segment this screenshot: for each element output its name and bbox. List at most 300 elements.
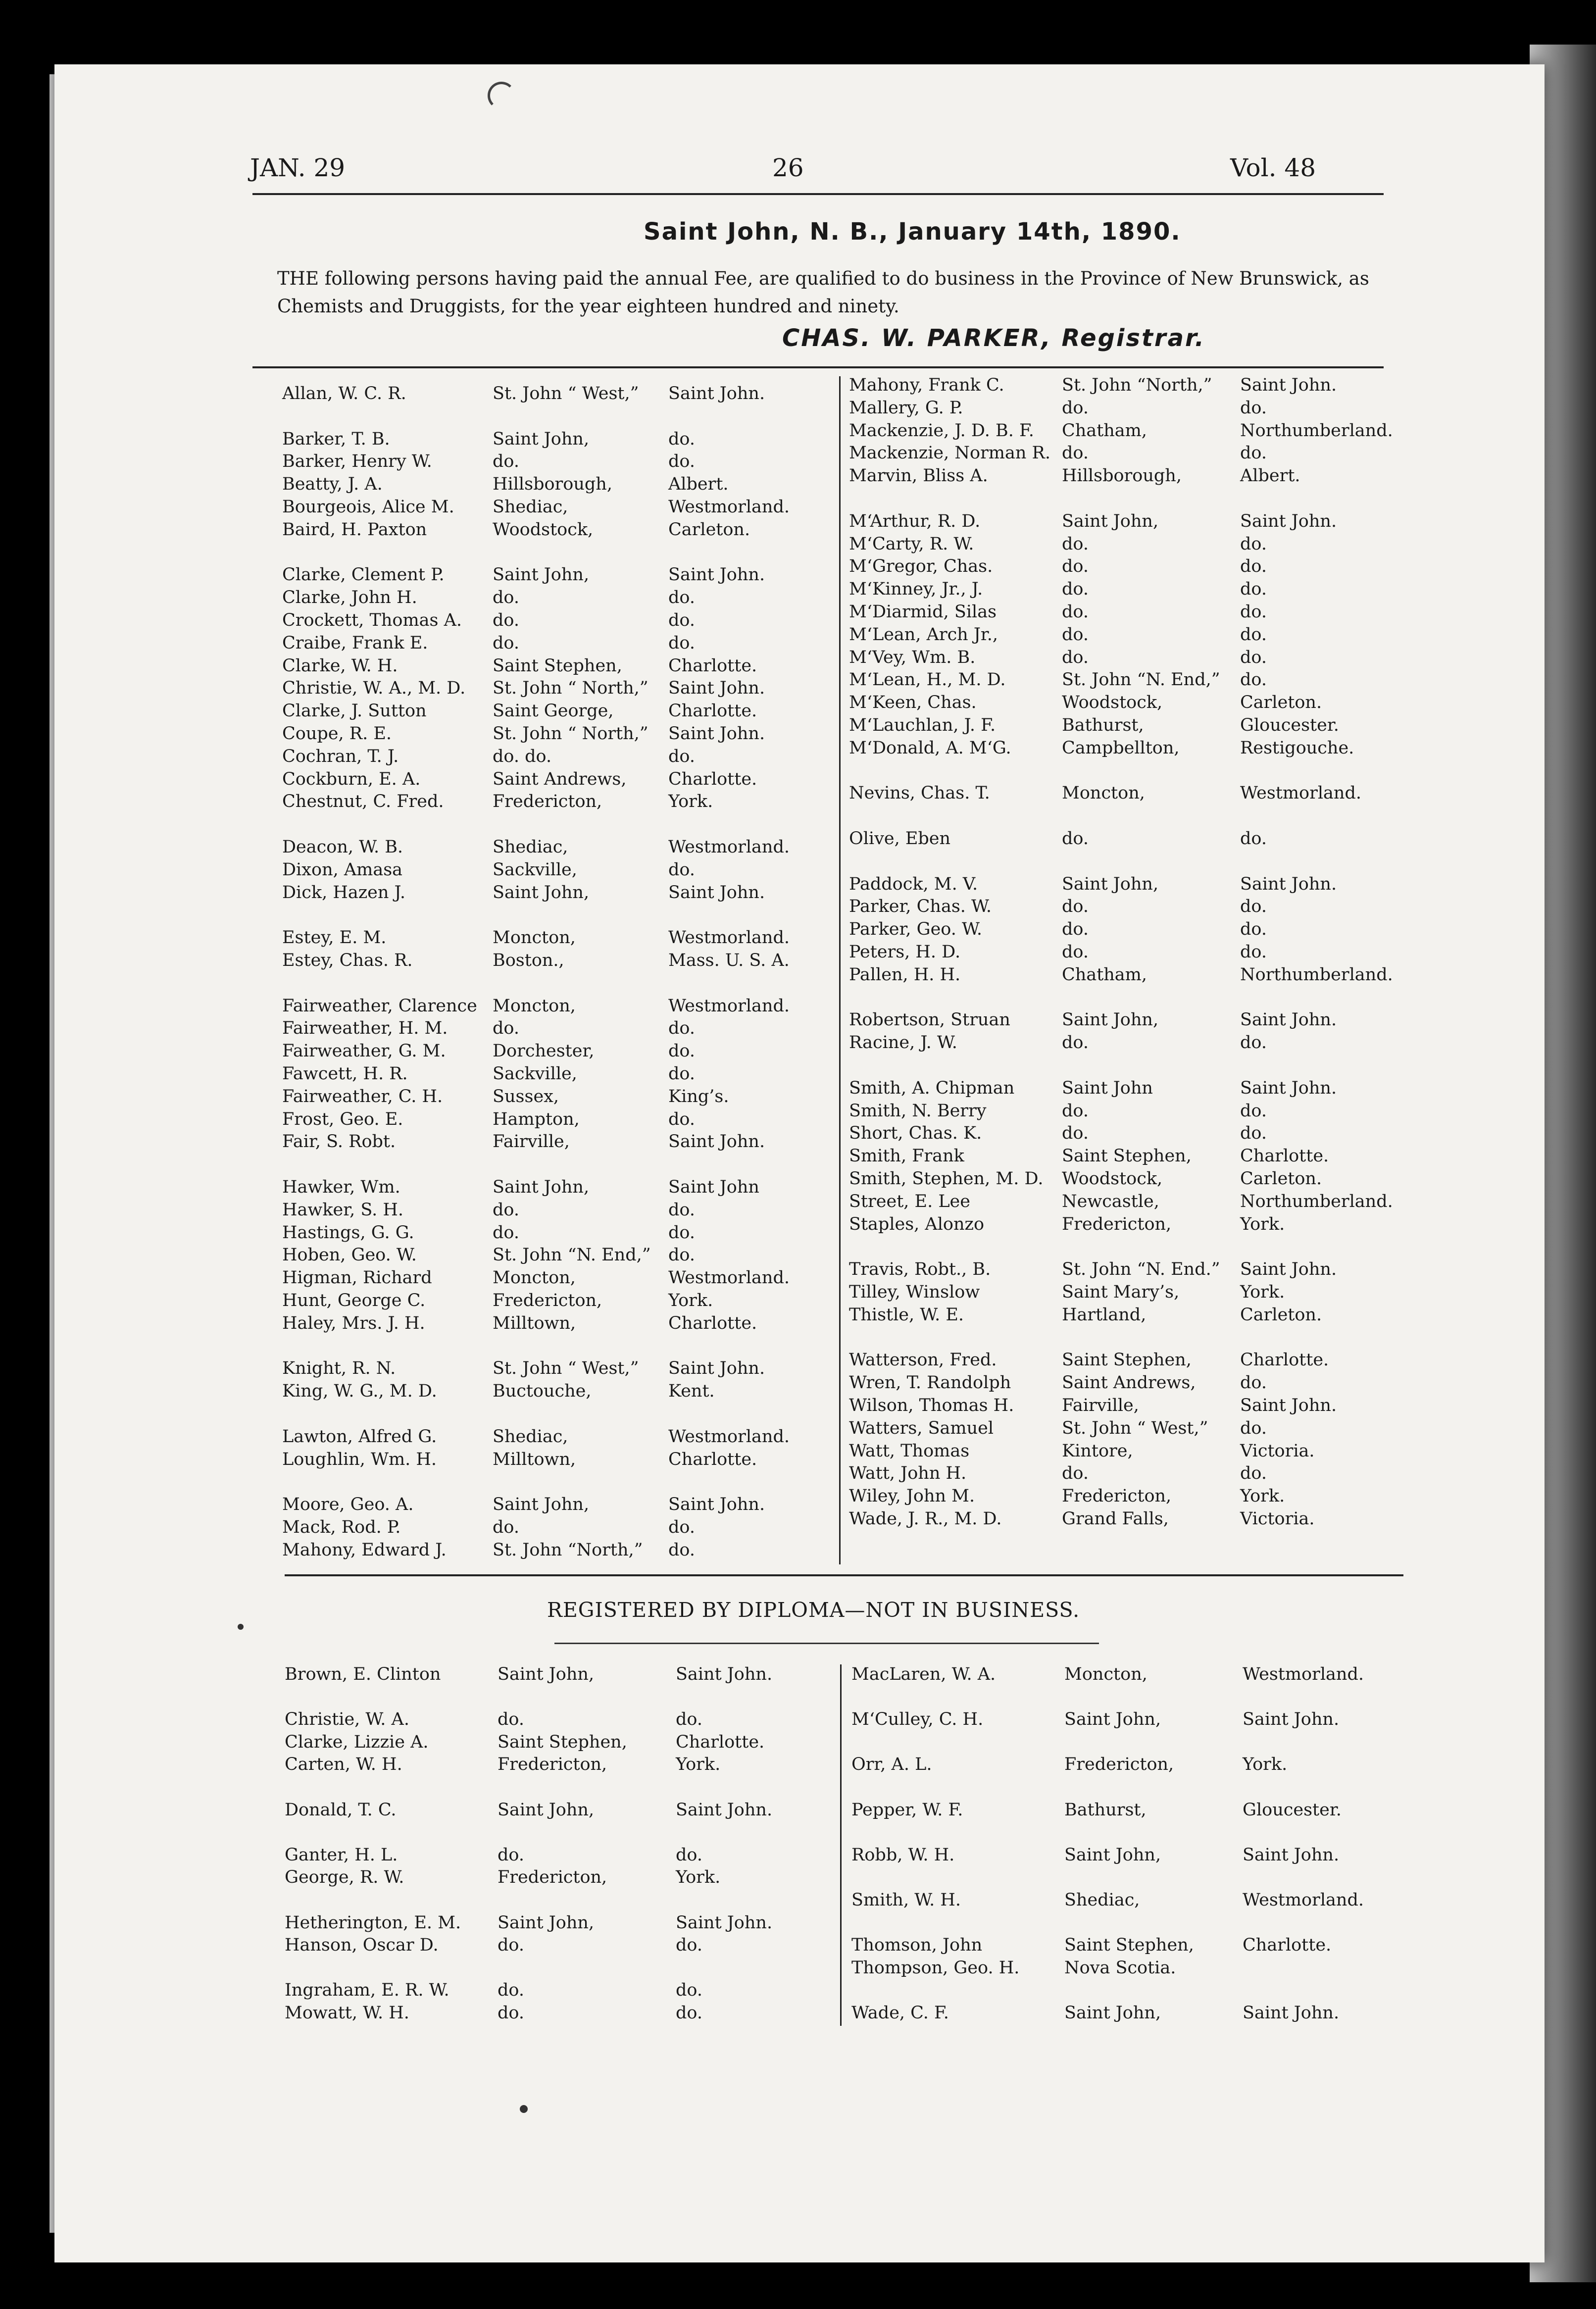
entry-county: Carleton. — [668, 519, 750, 540]
entry-place: do. — [1062, 398, 1089, 418]
entry-county: do. — [676, 1935, 702, 1956]
entry-name: Hetherington, E. M. — [285, 1912, 461, 1933]
entry-name: Crockett, Thomas A. — [282, 610, 462, 630]
entry-county: do. — [1240, 1463, 1267, 1484]
entry-county: do. — [668, 1200, 695, 1220]
entry-place: Moncton, — [1064, 1664, 1147, 1684]
entry-name: Smith, W. H. — [851, 1890, 961, 1910]
entry-name: Thomson, John — [851, 1935, 983, 1956]
entry-place: St. John “ West,” — [493, 1358, 639, 1379]
entry-county: Saint John. — [1240, 511, 1337, 531]
entry-name: Hawker, S. H. — [282, 1200, 404, 1220]
entry-name: M‘Culley, C. H. — [851, 1709, 984, 1730]
entry-name: Parker, Chas. W. — [849, 897, 992, 917]
entry-county: Westmorland. — [668, 996, 790, 1016]
entry-name: Wiley, John M. — [849, 1486, 975, 1506]
entry-name: Fairweather, G. M. — [282, 1041, 446, 1061]
entry-place: Hillsborough, — [1062, 466, 1182, 486]
entry-name: Parker, Geo. W. — [849, 919, 982, 940]
entry-county: do. — [668, 588, 695, 608]
entry-county: Northumberland. — [1240, 420, 1393, 441]
entry-name: Paddock, M. V. — [849, 874, 978, 894]
entry-county: Northumberland. — [1240, 964, 1393, 985]
entry-county: Albert. — [1240, 466, 1300, 486]
entry-name: M‘Keen, Chas. — [849, 693, 977, 713]
entry-name: Loughlin, Wm. H. — [282, 1449, 437, 1469]
entry-place: do. — [493, 1200, 519, 1220]
entry-name: Watt, Thomas — [849, 1441, 970, 1461]
entry-county: Charlotte. — [1240, 1350, 1329, 1370]
entry-name: Clarke, Clement P. — [282, 565, 445, 585]
entry-county: Charlotte. — [676, 1732, 765, 1752]
entry-name: Hoben, Geo. W. — [282, 1245, 417, 1265]
entry-county: York. — [1240, 1214, 1285, 1234]
entry-place: Saint Stephen, — [498, 1732, 627, 1752]
entry-county: Saint John. — [1243, 1845, 1340, 1865]
entry-county: do. — [676, 1980, 702, 2001]
entry-county: Charlotte. — [668, 655, 757, 676]
entry-county: do. — [668, 452, 695, 472]
entry-place: St. John “N. End,” — [493, 1245, 651, 1265]
entry-name: Hunt, George C. — [282, 1291, 426, 1310]
entry-place: Saint John, — [1064, 1845, 1161, 1865]
entry-county: Westmorland. — [668, 1268, 790, 1288]
entry-name: MacLaren, W. A. — [851, 1664, 996, 1684]
entry-name: Mowatt, W. H. — [285, 2003, 409, 2023]
entry-county: do. — [1240, 1101, 1267, 1121]
entry-county: Westmorland. — [668, 837, 790, 857]
entry-name: M‘Vey, Wm. B. — [849, 647, 976, 667]
entry-place: do. — [498, 2003, 524, 2023]
entry-place: do. — [1062, 579, 1089, 600]
header-rule — [252, 193, 1384, 195]
entry-county: Carleton. — [1240, 1169, 1322, 1189]
entry-place: Saint John, — [493, 882, 590, 903]
entry-place: Shediac, — [493, 837, 568, 857]
entry-name: M‘Carty, R. W. — [849, 534, 974, 554]
entry-county: do. — [1240, 1033, 1267, 1053]
entry-name: Estey, E. M. — [282, 928, 387, 948]
entry-name: Racine, J. W. — [849, 1033, 957, 1053]
entry-county: King’s. — [668, 1086, 729, 1106]
entry-place: Saint Andrews, — [493, 769, 627, 789]
entry-place: do. — [1062, 1101, 1089, 1121]
entry-name: Mahony, Frank C. — [849, 375, 1004, 395]
entry-county: Westmorland. — [668, 497, 790, 517]
entry-place: Woodstock, — [493, 519, 594, 540]
entry-name: Watt, John H. — [849, 1463, 967, 1484]
entry-county: do. — [1240, 443, 1267, 463]
entry-name: Barker, Henry W. — [282, 452, 432, 472]
entry-name: Street, E. Lee — [849, 1191, 970, 1211]
entry-county: do. — [1240, 556, 1267, 577]
entry-place: Milltown, — [493, 1449, 576, 1469]
entry-county: do. — [1240, 602, 1267, 622]
entry-name: Fairweather, H. M. — [282, 1018, 448, 1039]
entry-county: do. — [668, 859, 695, 880]
entry-county: do. — [668, 633, 695, 653]
entry-name: Tilley, Winslow — [849, 1282, 980, 1302]
column-divider — [839, 376, 841, 1564]
entry-place: Hartland, — [1062, 1305, 1147, 1325]
entry-county: do. — [1240, 647, 1267, 667]
entry-county: Victoria. — [1240, 1441, 1315, 1461]
entry-place: St. John “North,” — [493, 1540, 643, 1560]
entry-place: do. — [1062, 443, 1089, 463]
entry-name: M‘Diarmid, Silas — [849, 602, 997, 622]
entry-name: Allan, W. C. R. — [282, 384, 406, 403]
entry-name: Mallery, G. P. — [849, 398, 963, 418]
entry-county: York. — [668, 792, 713, 812]
entry-place: do. — [498, 1845, 524, 1865]
entry-county: Saint John. — [1240, 1259, 1337, 1280]
entry-name: Dixon, Amasa — [282, 859, 403, 880]
entry-place: St. John “N. End.” — [1062, 1259, 1220, 1280]
entry-county: do. — [668, 1222, 695, 1243]
entry-county: Mass. U. S. A. — [668, 951, 790, 970]
entry-place: Saint John, — [1064, 2003, 1161, 2023]
entry-place: Saint John, — [493, 565, 590, 585]
entry-county: do. — [1240, 670, 1267, 690]
entry-county: do. — [668, 1064, 695, 1084]
entry-county: do. — [668, 1540, 695, 1560]
entry-county: do. — [1240, 897, 1267, 917]
entry-place: Campbellton, — [1062, 738, 1180, 758]
ink-speck — [238, 1624, 244, 1630]
entry-place: Nova Scotia. — [1064, 1958, 1176, 1978]
entry-county: Kent. — [668, 1381, 715, 1402]
entry-name: Frost, Geo. E. — [282, 1109, 403, 1129]
entry-place: do. — [498, 1980, 524, 2001]
entry-place: St. John “North,” — [1062, 375, 1212, 395]
entry-county: Gloucester. — [1243, 1800, 1342, 1820]
entry-place: Saint John, — [498, 1800, 595, 1820]
entry-name: Clarke, Lizzie A. — [285, 1732, 429, 1752]
entry-place: Milltown, — [493, 1313, 576, 1333]
entry-county: Saint John. — [1243, 1709, 1340, 1730]
entry-place: Fairville, — [493, 1132, 570, 1152]
entry-name: M‘Donald, A. M‘G. — [849, 738, 1011, 758]
entry-place: Fredericton, — [1062, 1214, 1172, 1234]
entry-name: Nevins, Chas. T. — [849, 783, 990, 803]
entry-name: Clarke, J. Sutton — [282, 701, 427, 721]
entry-name: Mackenzie, Norman R. — [849, 443, 1050, 463]
entry-name: Watterson, Fred. — [849, 1350, 997, 1370]
entry-place: Fredericton, — [493, 792, 602, 812]
entry-name: Pallen, H. H. — [849, 964, 961, 985]
entry-name: Knight, R. N. — [282, 1358, 396, 1379]
entry-name: Watters, Samuel — [849, 1418, 994, 1438]
entry-name: Cochran, T. J. — [282, 746, 399, 766]
diploma-column-divider — [840, 1664, 842, 2026]
entry-county: do. — [676, 2003, 702, 2023]
entry-name: Fawcett, H. R. — [282, 1064, 408, 1084]
entry-name: Christie, W. A., M. D. — [282, 678, 466, 699]
entry-place: do. — [1062, 602, 1089, 622]
entry-county: Saint John. — [1240, 375, 1337, 395]
entry-county: Westmorland. — [1243, 1890, 1364, 1910]
entry-place: do. — [493, 1018, 519, 1039]
ink-speck — [520, 2105, 528, 2113]
entry-place: Woodstock, — [1062, 693, 1163, 713]
entry-place: Dorchester, — [493, 1041, 595, 1061]
entry-name: M‘Lean, Arch Jr., — [849, 624, 998, 645]
entry-place: Saint John, — [1064, 1709, 1161, 1730]
entry-county: Charlotte. — [668, 701, 757, 721]
entry-county: Saint John. — [668, 384, 765, 403]
entry-name: Christie, W. A. — [285, 1709, 409, 1730]
volume-number: Vol. 48 — [1230, 153, 1316, 182]
entry-name: Clarke, W. H. — [282, 655, 398, 676]
entry-place: Bathurst, — [1064, 1800, 1147, 1820]
entry-county: do. — [1240, 1123, 1267, 1144]
entry-name: Travis, Robt., B. — [849, 1259, 991, 1280]
entry-place: do. do. — [493, 746, 552, 766]
entry-name: Robertson, Struan — [849, 1010, 1010, 1030]
registrar-signature: CHAS. W. PARKER, Registrar. — [782, 324, 1206, 352]
entry-name: Ganter, H. L. — [285, 1845, 398, 1865]
diploma-title-rule — [554, 1643, 1099, 1644]
entry-county: do. — [1240, 942, 1267, 962]
entry-county: do. — [668, 610, 695, 630]
entry-county: Saint John. — [1240, 1396, 1337, 1415]
entry-place: Chatham, — [1062, 964, 1147, 985]
entry-place: Grand Falls, — [1062, 1509, 1169, 1529]
entry-county: Saint John. — [676, 1664, 773, 1684]
entry-place: Saint John, — [493, 1177, 590, 1197]
header-date: JAN. 29 — [250, 153, 346, 182]
entry-name: Orr, A. L. — [851, 1755, 932, 1775]
entry-county: do. — [1240, 1418, 1267, 1438]
entry-name: Deacon, W. B. — [282, 837, 403, 857]
entry-name: Fairweather, C. H. — [282, 1086, 443, 1106]
entry-place: Saint Andrews, — [1062, 1373, 1196, 1393]
entry-name: George, R. W. — [285, 1867, 404, 1888]
entry-place: Moncton, — [1062, 783, 1145, 803]
entry-name: Robb, W. H. — [851, 1845, 955, 1865]
entry-place: Bathurst, — [1062, 715, 1144, 735]
entry-place: Moncton, — [493, 1268, 576, 1288]
entry-county: do. — [668, 1517, 695, 1537]
entry-place: Saint John, — [493, 1495, 590, 1515]
entry-place: do. — [1062, 647, 1089, 667]
entry-place: Saint John, — [1062, 511, 1159, 531]
entry-county: Westmorland. — [668, 1426, 790, 1447]
entry-county: Saint John. — [668, 1358, 765, 1379]
entry-county: do. — [1240, 1373, 1267, 1393]
entry-name: M‘Kinney, Jr., J. — [849, 579, 983, 600]
entry-place: do. — [1062, 1123, 1089, 1144]
entry-name: Dick, Hazen J. — [282, 882, 405, 903]
entry-place: Saint George, — [493, 701, 614, 721]
page-number: 26 — [772, 153, 804, 182]
entry-county: Saint John. — [1243, 2003, 1340, 2023]
entry-name: King, W. G., M. D. — [282, 1381, 437, 1402]
entry-name: Wilson, Thomas H. — [849, 1396, 1014, 1415]
entry-county: Saint John. — [1240, 1010, 1337, 1030]
entry-place: Saint Stephen, — [1062, 1146, 1192, 1166]
entry-name: Higman, Richard — [282, 1268, 432, 1288]
entry-county: Charlotte. — [1243, 1935, 1332, 1956]
entry-county: Victoria. — [1240, 1509, 1315, 1529]
entry-county: do. — [668, 746, 695, 766]
entry-place: Woodstock, — [1062, 1169, 1163, 1189]
entry-county: Charlotte. — [668, 1449, 757, 1469]
entry-name: Donald, T. C. — [285, 1800, 397, 1820]
entry-name: Marvin, Bliss A. — [849, 466, 988, 486]
entry-place: Fredericton, — [498, 1755, 607, 1775]
entry-name: Haley, Mrs. J. H. — [282, 1313, 425, 1333]
entry-name: Beatty, J. A. — [282, 474, 383, 495]
entry-place: St. John “ West,” — [493, 384, 639, 403]
page-header — [0, 153, 1596, 183]
entry-county: Charlotte. — [668, 769, 757, 789]
entry-place: Saint John, — [498, 1912, 595, 1933]
entry-place: Newcastle, — [1062, 1191, 1159, 1211]
entry-place: St. John “ North,” — [493, 678, 648, 699]
entry-name: Clarke, John H. — [282, 588, 417, 608]
entry-place: Saint Stephen, — [493, 655, 622, 676]
entry-county: Saint John. — [668, 724, 765, 744]
entry-county: York. — [668, 1291, 713, 1310]
entry-name: Hanson, Oscar D. — [285, 1935, 439, 1956]
entry-place: Boston., — [493, 951, 564, 970]
entry-place: Sussex, — [493, 1086, 559, 1106]
entry-county: Saint John. — [676, 1912, 773, 1933]
entry-name: Smith, Frank — [849, 1146, 964, 1166]
dateline: Saint John, N. B., January 14th, 1890. — [644, 218, 1181, 246]
entry-place: Shediac, — [1064, 1890, 1140, 1910]
entry-county: York. — [1240, 1486, 1285, 1506]
entry-county: Saint John. — [1240, 1078, 1337, 1098]
entry-county: York. — [1243, 1755, 1288, 1775]
entry-name: Smith, A. Chipman — [849, 1078, 1015, 1098]
entry-name: Smith, N. Berry — [849, 1101, 987, 1121]
entry-place: Fredericton, — [1064, 1755, 1174, 1775]
entry-county: Northumberland. — [1240, 1191, 1393, 1211]
entry-place: Saint John — [1062, 1078, 1153, 1098]
entry-place: do. — [493, 1222, 519, 1243]
entry-place: do. — [1062, 624, 1089, 645]
entry-place: do. — [493, 588, 519, 608]
entry-county: do. — [676, 1845, 702, 1865]
entry-name: Wren, T. Randolph — [849, 1373, 1011, 1393]
entry-name: Pepper, W. F. — [851, 1800, 963, 1820]
entry-name: Fairweather, Clarence — [282, 996, 477, 1016]
entry-county: do. — [1240, 829, 1267, 849]
entry-name: M‘Arthur, R. D. — [849, 511, 981, 531]
entry-place: do. — [1062, 556, 1089, 577]
entry-name: Bourgeois, Alice M. — [282, 497, 454, 517]
entry-county: Saint John. — [1240, 874, 1337, 894]
entry-place: do. — [493, 1517, 519, 1537]
entry-name: Staples, Alonzo — [849, 1214, 985, 1234]
entry-county: Saint John. — [668, 1495, 765, 1515]
entry-place: Saint Stephen, — [1064, 1935, 1194, 1956]
entry-place: do. — [1062, 942, 1089, 962]
entry-county: do. — [1240, 398, 1267, 418]
entry-county: Westmorland. — [668, 928, 790, 948]
entry-place: do. — [498, 1709, 524, 1730]
entry-name: Cockburn, E. A. — [282, 769, 421, 789]
intro-paragraph: THE following persons having paid the annual Fee, are qualified to do business in the Province of New Brunswick, as Chemists and Druggists, for the year eighteen hundred and ninety. — [277, 268, 1369, 317]
entry-place: St. John “ West,” — [1062, 1418, 1208, 1438]
entry-name: Thistle, W. E. — [849, 1305, 964, 1325]
entry-county: do. — [1240, 579, 1267, 600]
entry-name: Coupe, R. E. — [282, 724, 392, 744]
entry-place: Shediac, — [493, 497, 568, 517]
entry-name: Baird, H. Paxton — [282, 519, 427, 540]
entry-place: do. — [1062, 829, 1089, 849]
entry-name: Ingraham, E. R. W. — [285, 1980, 449, 2001]
entry-name: Mahony, Edward J. — [282, 1540, 447, 1560]
entry-name: Chestnut, C. Fred. — [282, 792, 444, 812]
entry-county: Saint John — [668, 1177, 759, 1197]
entry-name: Wade, C. F. — [851, 2003, 949, 2023]
entry-place: do. — [1062, 897, 1089, 917]
entry-name: Mackenzie, J. D. B. F. — [849, 420, 1034, 441]
entry-place: Fredericton, — [498, 1867, 607, 1888]
entry-county: do. — [1240, 624, 1267, 645]
entry-place: Kintore, — [1062, 1441, 1133, 1461]
entry-county: Charlotte. — [668, 1313, 757, 1333]
entry-place: do. — [1062, 534, 1089, 554]
entry-name: Short, Chas. K. — [849, 1123, 982, 1144]
entry-name: Peters, H. D. — [849, 942, 961, 962]
entry-place: Sackville, — [493, 859, 577, 880]
entry-name: Olive, Eben — [849, 829, 951, 849]
section-rule — [285, 1574, 1403, 1576]
entry-county: Saint John. — [668, 678, 765, 699]
entry-name: M‘Lean, H., M. D. — [849, 670, 1006, 690]
entry-place: Saint Stephen, — [1062, 1350, 1192, 1370]
entry-place: Hampton, — [493, 1109, 580, 1129]
entry-county: Saint John. — [668, 565, 765, 585]
entry-name: Fair, S. Robt. — [282, 1132, 396, 1152]
diploma-section-title: REGISTERED BY DIPLOMA—NOT IN BUSINESS. — [547, 1598, 1080, 1622]
entry-place: Buctouche, — [493, 1381, 592, 1402]
entry-name: Thompson, Geo. H. — [851, 1958, 1020, 1978]
entry-county: do. — [1240, 534, 1267, 554]
entry-county: Carleton. — [1240, 693, 1322, 713]
entry-county: Saint John. — [668, 882, 765, 903]
entry-county: do. — [668, 1018, 695, 1039]
entry-name: Hawker, Wm. — [282, 1177, 400, 1197]
entry-name: Wade, J. R., M. D. — [849, 1509, 1002, 1529]
entry-county: Westmorland. — [1240, 783, 1361, 803]
entry-county: York. — [1240, 1282, 1285, 1302]
entry-place: do. — [493, 452, 519, 472]
entry-county: Westmorland. — [1243, 1664, 1364, 1684]
entry-county: Albert. — [668, 474, 729, 495]
entry-place: do. — [1062, 1463, 1089, 1484]
entry-place: St. John “N. End,” — [1062, 670, 1220, 690]
entry-place: Saint John, — [493, 429, 590, 449]
entry-county: Gloucester. — [1240, 715, 1339, 735]
entry-name: Mack, Rod. P. — [282, 1517, 401, 1537]
entry-place: do. — [498, 1935, 524, 1956]
entry-county: do. — [1240, 919, 1267, 940]
entry-place: Saint John, — [1062, 1010, 1159, 1030]
entry-name: Brown, E. Clinton — [285, 1664, 441, 1684]
entry-place: do. — [1062, 919, 1089, 940]
entry-county: Saint John. — [668, 1132, 765, 1152]
entry-county: do. — [668, 429, 695, 449]
entry-name: Carten, W. H. — [285, 1755, 402, 1775]
entry-name: Craibe, Frank E. — [282, 633, 428, 653]
intro-rule — [252, 366, 1384, 368]
entry-county: do. — [668, 1245, 695, 1265]
